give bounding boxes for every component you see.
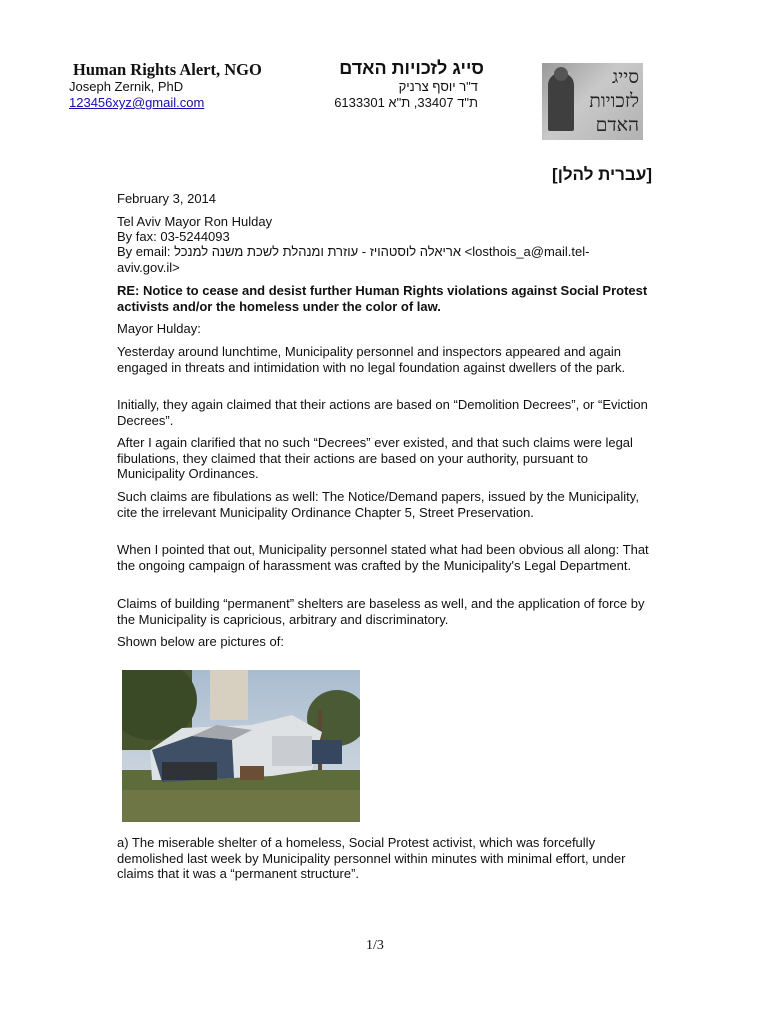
letter-fax: By fax: 03-5244093 <box>117 229 230 244</box>
paragraph: Claims of building “permanent” shelters are baseless as well, and the application of force by the Municipality is capricious, arbitrary and discriminatory. <box>117 596 645 627</box>
letter-email-line-1: By email: אריאלה לוסטהויז - עוזרת ומנהלת לשכת משנה למנכל <losthois_a@mail.tel- <box>117 244 590 259</box>
letter-subject: RE: Notice to cease and desist further Human Rights violations against Social Protest activists and/or the homeless under the color of law. <box>117 283 648 314</box>
address-hebrew: ת"ד 33407, ת"א 6133301 <box>334 95 478 110</box>
paragraph: After I again clarified that no such “Decrees” ever existed, and that such claims were legal fibulations, they claimed that their actions are based on your authority, pursuant to Municipality Ordinances. <box>117 435 633 481</box>
letter-date: February 3, 2014 <box>117 191 217 206</box>
page-number: 1/3 <box>366 938 384 953</box>
shelter-photo <box>122 670 360 822</box>
logo-figure <box>548 73 574 131</box>
logo-text-line-3: האדם <box>595 114 639 136</box>
paragraph: Shown below are pictures of: <box>117 634 284 649</box>
org-name-hebrew: סייג לזכויות האדם <box>339 58 484 78</box>
letter-salutation: Mayor Hulday: <box>117 321 201 336</box>
letter-recipient: Tel Aviv Mayor Ron Hulday <box>117 214 273 229</box>
paragraph: Initially, they again claimed that their actions are based on “Demolition Decrees”, or “Eviction Decrees”. <box>117 397 648 428</box>
author-name-hebrew: ד"ר יוסף צרניק <box>398 79 478 94</box>
photo-caption: a) The miserable shelter of a homeless, Social Protest activist, which was forcefully demolished last week by Municipality personnel within minutes with minimal effort, under claims that it was a “permanent structure”. <box>117 835 626 881</box>
paragraph: When I pointed that out, Municipality personnel stated what had been obvious all along: That the ongoing campaign of harassment was crafted by the Municipality's Legal Department. <box>117 542 649 573</box>
logo-figure-head <box>554 67 568 81</box>
org-logo <box>542 63 643 140</box>
shelter-photo-illustration <box>122 670 360 822</box>
logo-text-line-1: סייג <box>611 66 639 88</box>
author-name-english: Joseph Zernik, PhD <box>69 79 184 94</box>
hebrew-version-link: [עברית להלן] <box>552 165 652 184</box>
logo-text-line-2: לזכויות <box>589 90 639 112</box>
paragraph: Such claims are fibulations as well: The Notice/Demand papers, issued by the Municipality, cite the irrelevant Municipality Ordinance Chapter 5, Street Preservation. <box>117 489 639 520</box>
email-link[interactable]: 123456xyz@gmail.com <box>69 95 205 110</box>
letter-email-line-2: aviv.gov.il> <box>117 260 180 275</box>
org-name-english: Human Rights Alert, NGO <box>73 60 262 79</box>
paragraph: Yesterday around lunchtime, Municipality personnel and inspectors appeared and again engaged in threats and intimidation with no legal foundation against dwellers of the park. <box>117 344 626 375</box>
